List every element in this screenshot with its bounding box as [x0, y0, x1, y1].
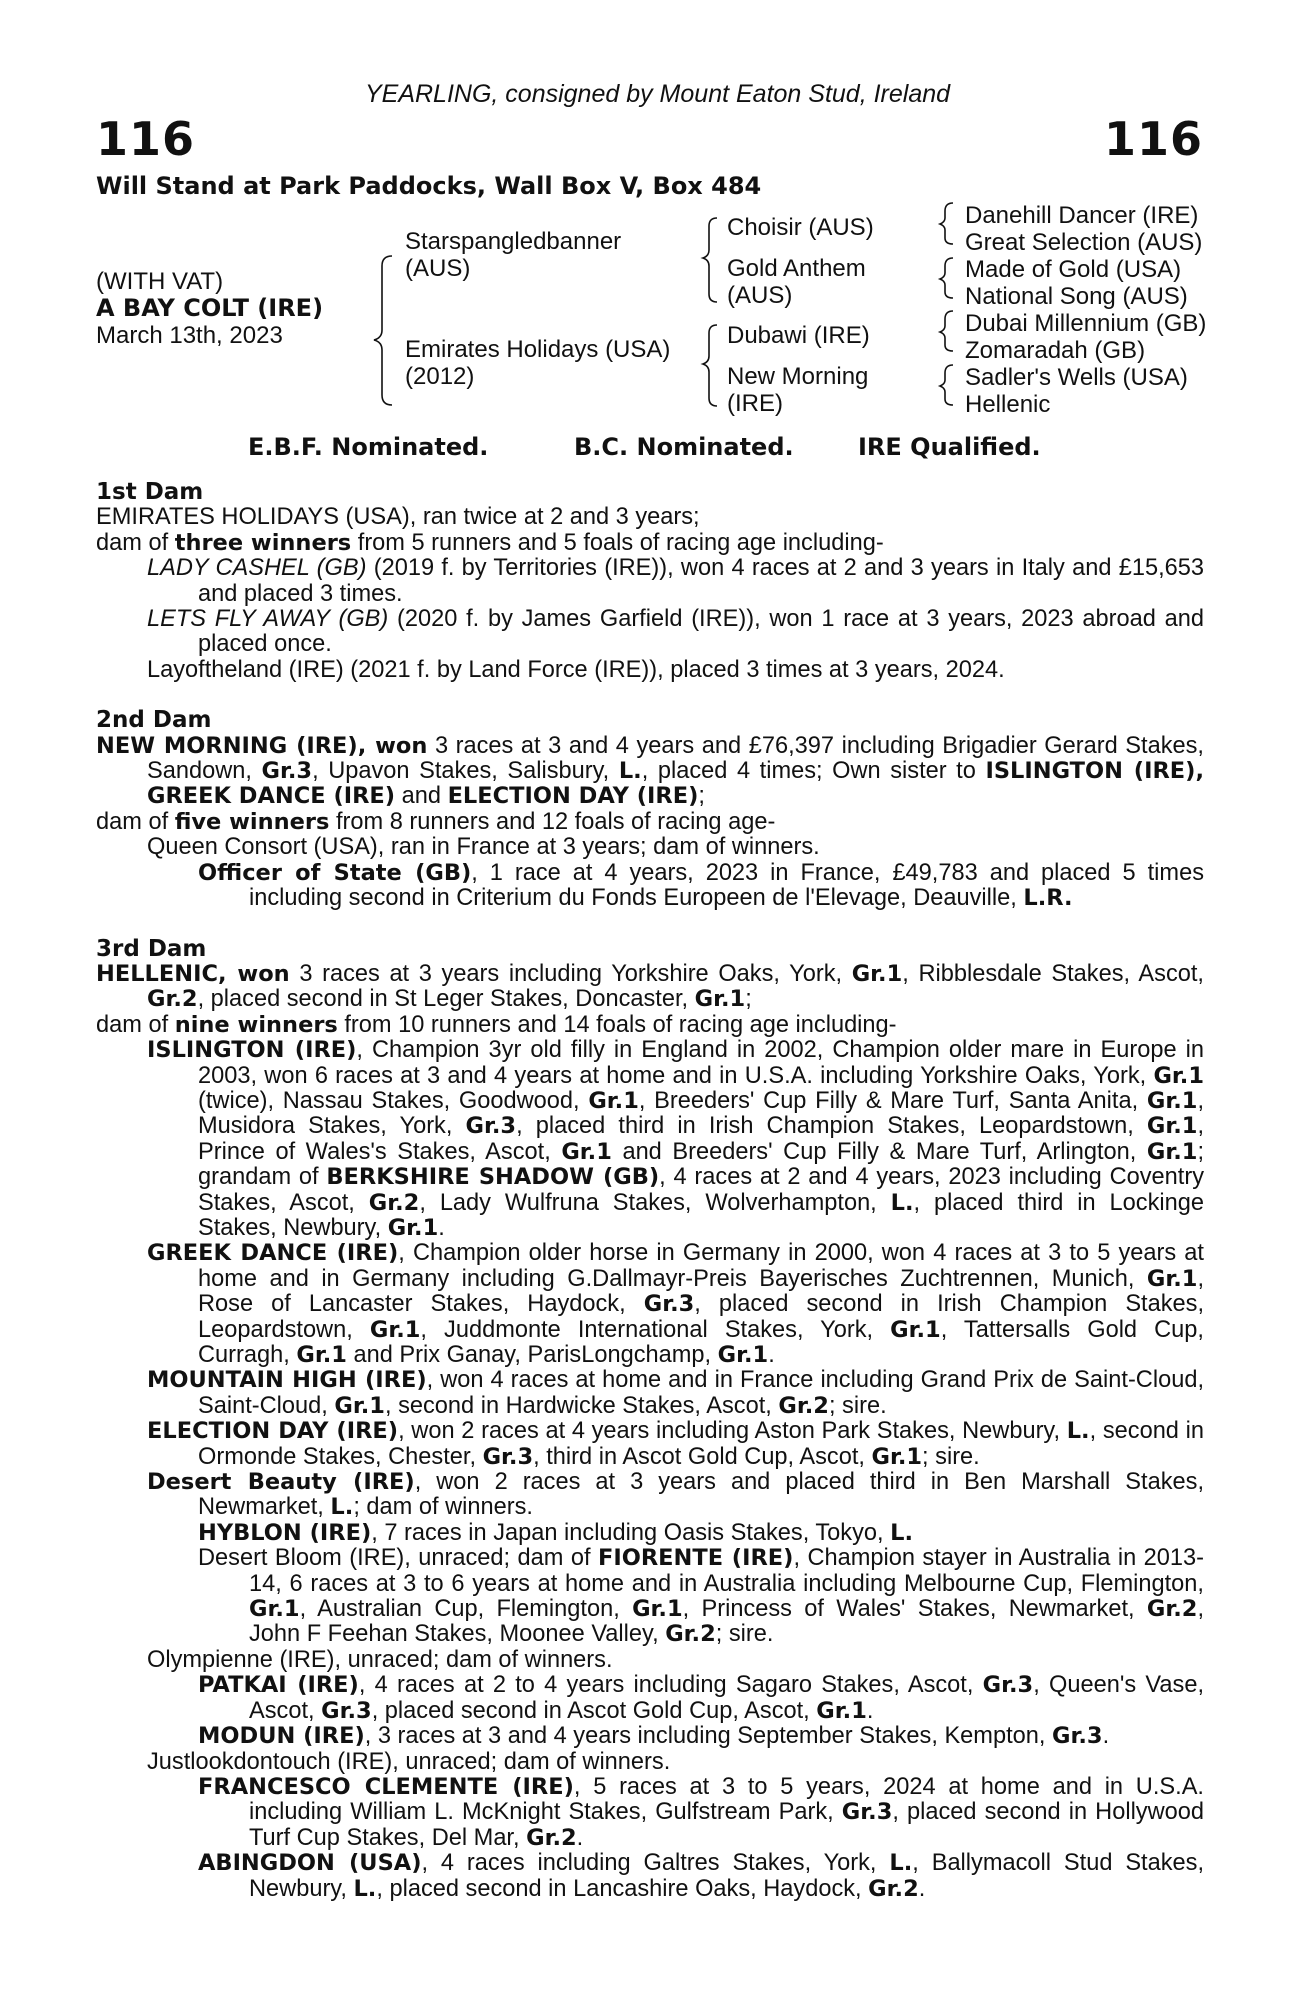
second-dam-produce: dam of five winners from 8 runners and 12 foals of racing age-	[96, 808, 776, 835]
third-dam-record: HELLENIC, won 3 races at 3 years including Yorkshire Oaks, York, Gr.1, Ribblesdale Stakes, Ascot, Gr.2, placed second in St Leger Stakes, Doncaster, Gr.1;	[96, 960, 1204, 1013]
gen3-ssd: Great Selection (AUS)	[965, 229, 1203, 256]
lot-number-right: 116	[1103, 112, 1203, 166]
produce-record	[96, 480, 1204, 1902]
sire-dam	[727, 255, 866, 309]
gen3-dsd: Zomaradah (GB)	[965, 337, 1146, 364]
brace-dd	[940, 365, 953, 405]
brace-main	[374, 256, 392, 405]
brace-ss	[940, 203, 953, 244]
ebf-nomination: E.B.F. Nominated.	[248, 433, 489, 461]
gen3-ddd: Hellenic	[965, 391, 1051, 418]
list-item: Desert Bloom (IRE), unraced; dam of FIORENTE (IRE), Champion stayer in Australia in 2013-14, 6 races at 3 to 6 years at home and in Australia including Melbourne Cup, Flemington, Gr.1, Australian Cup, Flemington, Gr.1, Princess of Wales' Stakes, Newmarket, Gr.2, John F Feehan Stakes, Moonee Valley, Gr.2; sire.	[198, 1545, 1204, 1648]
first-dam-produce: dam of three winners from 5 runners and 5 foals of racing age including-	[96, 529, 884, 556]
brace-sire	[703, 218, 717, 302]
gen3-sss: Danehill Dancer (IRE)	[965, 202, 1199, 229]
foaling-date: March 13th, 2023	[96, 322, 283, 349]
list-item: Queen Consort (USA), ran in France at 3 years; dam of winners.	[147, 834, 820, 861]
first-dam-summary: EMIRATES HOLIDAYS (USA), ran twice at 2 and 3 years;	[96, 504, 700, 531]
list-item: Justlookdontouch (IRE), unraced; dam of winners.	[147, 1748, 671, 1775]
sire-dam-name: Gold Anthem	[727, 255, 866, 282]
list-item: Desert Beauty (IRE), won 2 races at 3 years and placed third in Ben Marshall Stakes, Newmarket, L.; dam of winners.	[147, 1469, 1204, 1521]
gen3-sdd: National Song (AUS)	[965, 283, 1188, 310]
dam-year: (2012)	[405, 363, 475, 390]
first-dam-heading: 1st Dam	[96, 479, 204, 505]
dam	[405, 336, 670, 390]
dam-name: Emirates Holidays (USA)	[405, 336, 671, 363]
third-dam-heading: 3rd Dam	[96, 935, 207, 962]
sire-sire: Choisir (AUS)	[727, 214, 874, 241]
list-item: FRANCESCO CLEMENTE (IRE), 5 races at 3 to 5 years, 2024 at home and in U.S.A. including William L. McKnight Stakes, Gulfstream Park, Gr.3, placed second in Hollywood Turf Cup Stakes, Del Mar, Gr.2.	[198, 1773, 1205, 1851]
bc-nomination: B.C. Nominated.	[574, 433, 794, 461]
gen3-dss: Dubai Millennium (GB)	[965, 310, 1207, 337]
list-item: PATKAI (IRE), 4 races at 2 to 4 years including Sagaro Stakes, Ascot, Gr.3, Queen's Vase, Ascot, Gr.3, placed second in Ascot Gold Cup, Ascot, Gr.1.	[198, 1672, 1204, 1724]
list-item: MOUNTAIN HIGH (IRE), won 4 races at home and in France including Grand Prix de Saint-Cloud, Saint-Cloud, Gr.1, second in Hardwicke Stakes, Ascot, Gr.2; sire.	[147, 1367, 1205, 1419]
list-item: Officer of State (GB), 1 race at 4 years, 2023 in France, £49,783 and placed 5 times including second in Criterium du Fonds Europeen de l'Elevage, Deauville, L.R.	[198, 859, 1204, 912]
gen3-dds: Sadler's Wells (USA)	[965, 364, 1188, 391]
list-item: HYBLON (IRE), 7 races in Japan including Oasis Stakes, Tokyo, L.	[198, 1519, 914, 1546]
dam-dam-origin: (IRE)	[727, 390, 783, 417]
brace-sd	[940, 258, 953, 298]
brace-ds	[940, 311, 953, 351]
vat-label: (WITH VAT)	[96, 268, 224, 295]
list-item: LADY CASHEL (GB) (2019 f. by Territories (IRE)), won 4 races at 2 and 3 years in Italy and £15,653 and placed 3 times.	[147, 555, 1204, 607]
list-item: LETS FLY AWAY (GB) (2020 f. by James Garfield (IRE)), won 1 race at 3 years, 2023 abroad and placed once.	[147, 606, 1204, 658]
sire-name: Starspangledbanner	[405, 228, 622, 255]
list-item: Layoftheland (IRE) (2021 f. by Land Force (IRE)), placed 3 times at 3 years, 2024.	[147, 656, 1005, 683]
list-item: MODUN (IRE), 3 races at 3 and 4 years including September Stakes, Kempton, Gr.3.	[198, 1723, 1110, 1750]
list-item: ISLINGTON (IRE), Champion 3yr old filly in England in 2002, Champion older mare in Europe in 2003, won 6 races at 3 and 4 years at home and in U.S.A. including Yorkshire Oaks, York, Gr.1 (twice), Nassau Stakes, Goodwood, Gr.1, Breeders' Cup Filly & Mare Turf, Santa Anita, Gr.1, Musidora Stakes, York, Gr.3, placed third in Irish Champion Stakes, Leopardstown, Gr.1, Prince of Wales's Stakes, Ascot, Gr.1 and Breeders' Cup Filly & Mare Turf, Arlington, Gr.1; grandam of BERKSHIRE SHADOW (GB), 4 races at 2 and 4 years, 2023 including Coventry Stakes, Ascot, Gr.2, Lady Wulfruna Stakes, Wolverhampton, L., placed third in Lockinge Stakes, Newbury, Gr.1.	[147, 1037, 1204, 1241]
sire-origin: (AUS)	[405, 255, 471, 282]
stand-location: Will Stand at Park Paddocks, Wall Box V, Box 484	[96, 172, 762, 200]
horse-name: A BAY COLT (IRE)	[96, 294, 324, 322]
ire-qualified: IRE Qualified.	[858, 433, 1041, 461]
third-dam-produce: dam of nine winners from 10 runners and 14 foals of racing age including-	[96, 1011, 897, 1038]
sire	[405, 228, 621, 282]
brace-dam	[703, 325, 717, 406]
catalogue-subtitle: YEARLING, consigned by Mount Eaton Stud, Ireland	[364, 80, 951, 108]
dam-sire: Dubawi (IRE)	[727, 322, 870, 349]
list-item: GREEK DANCE (IRE), Champion older horse in Germany in 2000, won 4 races at 3 to 5 years at home and in Germany including G.Dallmayr-Preis Bayerisches Zuchtrennen, Munich, Gr.1, Rose of Lancaster Stakes, Haydock, Gr.3, placed second in Irish Champion Stakes, Leopardstown, Gr.1, Juddmonte International Stakes, York, Gr.1, Tattersalls Gold Cup, Curragh, Gr.1 and Prix Ganay, ParisLongchamp, Gr.1.	[147, 1240, 1205, 1368]
second-dam-heading: 2nd Dam	[96, 707, 212, 734]
list-item: Olympienne (IRE), unraced; dam of winners.	[147, 1646, 613, 1673]
list-item: ELECTION DAY (IRE), won 2 races at 4 years including Aston Park Stakes, Newbury, L., second in Ormonde Stakes, Chester, Gr.3, third in Ascot Gold Cup, Ascot, Gr.1; sire.	[147, 1418, 1204, 1470]
list-item: ABINGDON (USA), 4 races including Galtres Stakes, York, L., Ballymacoll Stud Stakes, Newbury, L., placed second in Lancashire Oaks, Haydock, Gr.2.	[198, 1850, 1205, 1902]
second-dam-record: NEW MORNING (IRE), won 3 races at 3 and 4 years and £76,397 including Brigadier Gerard Stakes, Sandown, Gr.3, Upavon Stakes, Salisbury, L., placed 4 times; Own sister to ISLINGTON (IRE), GREEK DANCE (IRE) and ELECTION DAY (IRE);	[96, 732, 1205, 810]
dam-dam	[727, 363, 868, 417]
lot-number-left: 116	[96, 112, 196, 166]
dam-dam-name: New Morning	[727, 363, 869, 390]
gen3-sds: Made of Gold (USA)	[965, 256, 1182, 283]
sire-dam-origin: (AUS)	[727, 282, 793, 309]
